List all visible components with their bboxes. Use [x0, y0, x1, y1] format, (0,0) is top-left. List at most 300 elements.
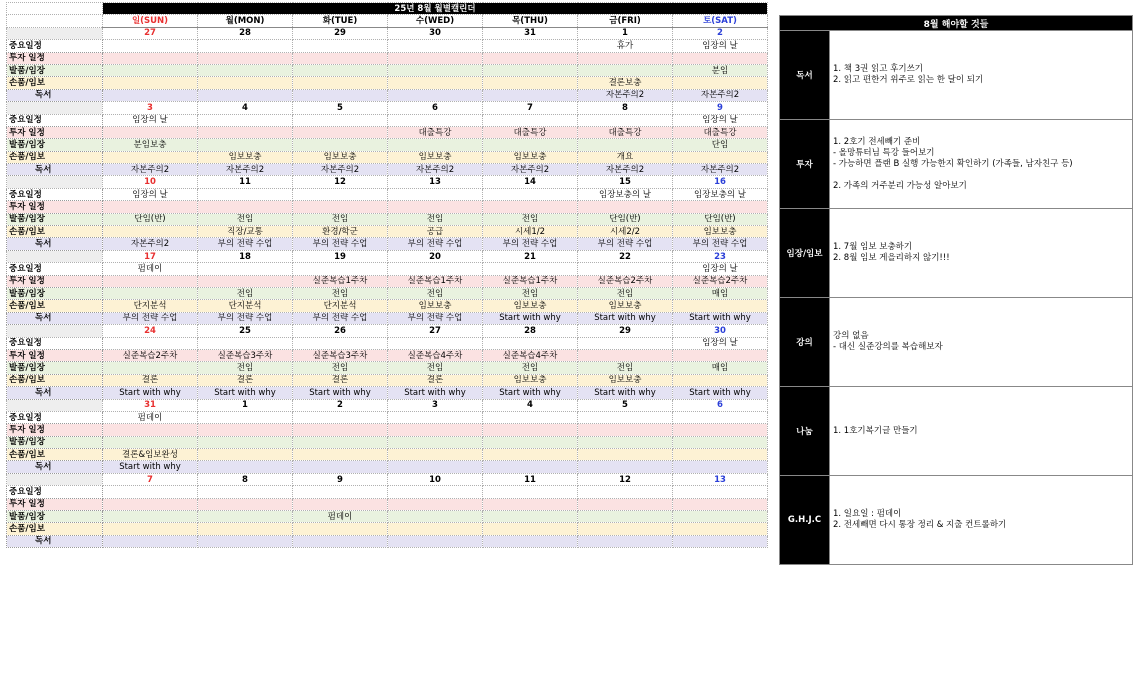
date-number[interactable]: 2: [673, 27, 768, 39]
schedule-cell[interactable]: [673, 77, 768, 89]
schedule-cell[interactable]: [388, 40, 483, 52]
schedule-cell[interactable]: 부의 전략 수업: [388, 312, 483, 324]
schedule-cell[interactable]: 분임보충: [103, 139, 198, 151]
schedule-cell[interactable]: [578, 139, 673, 151]
schedule-cell[interactable]: [578, 114, 673, 126]
schedule-cell[interactable]: 자본주의2: [293, 164, 388, 176]
schedule-cell[interactable]: 전임: [483, 213, 578, 225]
date-number[interactable]: 25: [198, 325, 293, 337]
goal-body[interactable]: [830, 31, 1133, 120]
schedule-cell[interactable]: [198, 263, 293, 275]
schedule-cell[interactable]: Start with why: [673, 387, 768, 399]
schedule-cell[interactable]: 임보보충: [483, 300, 578, 312]
schedule-cell[interactable]: Start with why: [578, 387, 673, 399]
date-number[interactable]: 2: [293, 399, 388, 411]
schedule-cell[interactable]: 임보보충: [388, 151, 483, 163]
schedule-cell[interactable]: [103, 64, 198, 76]
schedule-cell[interactable]: 매임: [673, 287, 768, 299]
schedule-cell[interactable]: [483, 114, 578, 126]
schedule-cell[interactable]: [103, 436, 198, 448]
schedule-cell[interactable]: 부의 전략 수업: [198, 312, 293, 324]
schedule-cell[interactable]: [388, 188, 483, 200]
schedule-cell[interactable]: 실준복습1주차: [293, 275, 388, 287]
date-number[interactable]: 23: [673, 250, 768, 262]
schedule-cell[interactable]: [673, 436, 768, 448]
date-number[interactable]: 12: [293, 176, 388, 188]
schedule-cell[interactable]: 전임: [483, 287, 578, 299]
schedule-cell[interactable]: [388, 424, 483, 436]
date-number[interactable]: 5: [578, 399, 673, 411]
date-number[interactable]: 9: [673, 102, 768, 114]
schedule-cell[interactable]: 임보보충: [578, 374, 673, 386]
schedule-cell[interactable]: 부의 전략 수업: [388, 238, 483, 250]
schedule-cell[interactable]: [103, 535, 198, 547]
schedule-cell[interactable]: [293, 126, 388, 138]
schedule-cell[interactable]: [388, 461, 483, 473]
schedule-cell[interactable]: [293, 52, 388, 64]
date-number[interactable]: 6: [388, 102, 483, 114]
schedule-cell[interactable]: 전임: [578, 362, 673, 374]
schedule-cell[interactable]: [103, 486, 198, 498]
schedule-cell[interactable]: [673, 498, 768, 510]
schedule-cell[interactable]: [388, 201, 483, 213]
schedule-cell[interactable]: [388, 77, 483, 89]
schedule-cell[interactable]: [103, 201, 198, 213]
schedule-cell[interactable]: [198, 411, 293, 423]
schedule-cell[interactable]: [198, 64, 293, 76]
schedule-cell[interactable]: [103, 362, 198, 374]
schedule-cell[interactable]: [483, 263, 578, 275]
schedule-cell[interactable]: 부의 전략 수업: [673, 238, 768, 250]
schedule-cell[interactable]: 전임: [198, 362, 293, 374]
schedule-cell[interactable]: [483, 498, 578, 510]
schedule-cell[interactable]: 부의 전략 수업: [293, 238, 388, 250]
schedule-cell[interactable]: 임장의 날: [673, 337, 768, 349]
schedule-cell[interactable]: [198, 461, 293, 473]
schedule-cell[interactable]: [388, 114, 483, 126]
schedule-cell[interactable]: [103, 275, 198, 287]
date-number[interactable]: 3: [388, 399, 483, 411]
goal-body[interactable]: [830, 298, 1133, 387]
schedule-cell[interactable]: [293, 201, 388, 213]
schedule-cell[interactable]: 전임: [293, 362, 388, 374]
schedule-cell[interactable]: [483, 461, 578, 473]
date-number[interactable]: 18: [198, 250, 293, 262]
schedule-cell[interactable]: [578, 498, 673, 510]
date-number[interactable]: 10: [103, 176, 198, 188]
schedule-cell[interactable]: [198, 139, 293, 151]
schedule-cell[interactable]: 실준복습3주차: [293, 349, 388, 361]
schedule-cell[interactable]: 단임(반): [673, 213, 768, 225]
schedule-cell[interactable]: 펌데이: [103, 263, 198, 275]
schedule-cell[interactable]: 임장의 날: [673, 263, 768, 275]
schedule-cell[interactable]: [198, 486, 293, 498]
schedule-cell[interactable]: [103, 287, 198, 299]
schedule-cell[interactable]: [103, 126, 198, 138]
schedule-cell[interactable]: Start with why: [483, 387, 578, 399]
schedule-cell[interactable]: [578, 449, 673, 461]
schedule-cell[interactable]: [103, 511, 198, 523]
schedule-cell[interactable]: [293, 263, 388, 275]
schedule-cell[interactable]: [673, 486, 768, 498]
schedule-cell[interactable]: [578, 486, 673, 498]
schedule-cell[interactable]: 실준복습2주차: [578, 275, 673, 287]
schedule-cell[interactable]: [483, 201, 578, 213]
schedule-cell[interactable]: 단임(반): [103, 213, 198, 225]
schedule-cell[interactable]: 임보보충: [293, 151, 388, 163]
schedule-cell[interactable]: [388, 337, 483, 349]
date-number[interactable]: 26: [293, 325, 388, 337]
schedule-cell[interactable]: [198, 188, 293, 200]
schedule-cell[interactable]: [388, 263, 483, 275]
schedule-cell[interactable]: 대출특강: [673, 126, 768, 138]
schedule-cell[interactable]: [103, 498, 198, 510]
date-number[interactable]: 30: [388, 27, 483, 39]
date-number[interactable]: 3: [103, 102, 198, 114]
date-number[interactable]: 11: [483, 473, 578, 485]
schedule-cell[interactable]: 임장의 날: [103, 188, 198, 200]
schedule-cell[interactable]: [483, 52, 578, 64]
schedule-cell[interactable]: [483, 436, 578, 448]
schedule-cell[interactable]: 개요: [578, 151, 673, 163]
schedule-cell[interactable]: [483, 411, 578, 423]
schedule-cell[interactable]: [198, 89, 293, 101]
schedule-cell[interactable]: [198, 337, 293, 349]
schedule-cell[interactable]: [103, 40, 198, 52]
schedule-cell[interactable]: 임보보충: [578, 300, 673, 312]
schedule-cell[interactable]: 단지분석: [103, 300, 198, 312]
schedule-cell[interactable]: [198, 436, 293, 448]
schedule-cell[interactable]: 전임: [198, 287, 293, 299]
schedule-cell[interactable]: [293, 77, 388, 89]
schedule-cell[interactable]: [103, 424, 198, 436]
schedule-cell[interactable]: [293, 449, 388, 461]
schedule-cell[interactable]: [198, 126, 293, 138]
schedule-cell[interactable]: 부의 전략 수업: [198, 238, 293, 250]
schedule-cell[interactable]: 부의 전략 수업: [103, 312, 198, 324]
schedule-cell[interactable]: [293, 139, 388, 151]
schedule-cell[interactable]: 단임(반): [578, 213, 673, 225]
schedule-cell[interactable]: 전임: [198, 213, 293, 225]
schedule-cell[interactable]: [293, 535, 388, 547]
schedule-cell[interactable]: [673, 411, 768, 423]
date-number[interactable]: 28: [483, 325, 578, 337]
schedule-cell[interactable]: [388, 52, 483, 64]
schedule-cell[interactable]: 자본주의2: [578, 164, 673, 176]
date-number[interactable]: 27: [388, 325, 483, 337]
schedule-cell[interactable]: [578, 424, 673, 436]
schedule-cell[interactable]: [198, 424, 293, 436]
schedule-cell[interactable]: [388, 486, 483, 498]
schedule-cell[interactable]: 자본주의2: [673, 164, 768, 176]
date-number[interactable]: 8: [198, 473, 293, 485]
schedule-cell[interactable]: 환경/학군: [293, 226, 388, 238]
schedule-cell[interactable]: Start with why: [293, 387, 388, 399]
date-number[interactable]: 20: [388, 250, 483, 262]
schedule-cell[interactable]: [483, 77, 578, 89]
schedule-cell[interactable]: [198, 114, 293, 126]
schedule-cell[interactable]: 결론: [388, 374, 483, 386]
schedule-cell[interactable]: 직장/교통: [198, 226, 293, 238]
schedule-cell[interactable]: 전임: [293, 287, 388, 299]
date-number[interactable]: 24: [103, 325, 198, 337]
schedule-cell[interactable]: [483, 535, 578, 547]
schedule-cell[interactable]: [198, 511, 293, 523]
schedule-cell[interactable]: [198, 52, 293, 64]
schedule-cell[interactable]: [673, 201, 768, 213]
schedule-cell[interactable]: [388, 436, 483, 448]
schedule-cell[interactable]: 임장의 날: [673, 114, 768, 126]
schedule-cell[interactable]: 시세1/2: [483, 226, 578, 238]
schedule-cell[interactable]: [293, 188, 388, 200]
date-number[interactable]: 21: [483, 250, 578, 262]
schedule-cell[interactable]: [198, 535, 293, 547]
date-number[interactable]: 11: [198, 176, 293, 188]
schedule-cell[interactable]: 단임: [673, 139, 768, 151]
goal-body[interactable]: [830, 387, 1133, 476]
date-number[interactable]: 16: [673, 176, 768, 188]
schedule-cell[interactable]: [483, 188, 578, 200]
schedule-cell[interactable]: 실준복습4주차: [483, 349, 578, 361]
schedule-cell[interactable]: [103, 226, 198, 238]
schedule-cell[interactable]: [483, 424, 578, 436]
schedule-cell[interactable]: 자본주의2: [673, 89, 768, 101]
date-number[interactable]: 28: [198, 27, 293, 39]
date-number[interactable]: 1: [198, 399, 293, 411]
schedule-cell[interactable]: 결론&임보완성: [103, 449, 198, 461]
schedule-cell[interactable]: [388, 498, 483, 510]
schedule-cell[interactable]: 결론: [198, 374, 293, 386]
schedule-cell[interactable]: 실준복습1주차: [388, 275, 483, 287]
schedule-cell[interactable]: 전임: [388, 287, 483, 299]
schedule-cell[interactable]: Start with why: [388, 387, 483, 399]
schedule-cell[interactable]: 대출특강: [483, 126, 578, 138]
schedule-cell[interactable]: [578, 337, 673, 349]
date-number[interactable]: 4: [198, 102, 293, 114]
date-number[interactable]: 10: [388, 473, 483, 485]
date-number[interactable]: 4: [483, 399, 578, 411]
schedule-cell[interactable]: [198, 498, 293, 510]
date-number[interactable]: 29: [578, 325, 673, 337]
schedule-cell[interactable]: 실준복습2주차: [103, 349, 198, 361]
schedule-cell[interactable]: 실준복습2주차: [673, 275, 768, 287]
schedule-cell[interactable]: 전임: [388, 362, 483, 374]
date-number[interactable]: 31: [103, 399, 198, 411]
schedule-cell[interactable]: 대출특강: [388, 126, 483, 138]
schedule-cell[interactable]: [293, 461, 388, 473]
schedule-cell[interactable]: [293, 498, 388, 510]
schedule-cell[interactable]: [293, 114, 388, 126]
schedule-cell[interactable]: 단지분석: [198, 300, 293, 312]
schedule-cell[interactable]: [388, 535, 483, 547]
schedule-cell[interactable]: [198, 201, 293, 213]
schedule-cell[interactable]: [483, 449, 578, 461]
schedule-cell[interactable]: 임보보충: [198, 151, 293, 163]
schedule-cell[interactable]: 매임: [673, 362, 768, 374]
schedule-cell[interactable]: [483, 89, 578, 101]
schedule-cell[interactable]: [673, 52, 768, 64]
schedule-cell[interactable]: 임장보충의 날: [673, 188, 768, 200]
schedule-cell[interactable]: [578, 201, 673, 213]
date-number[interactable]: 30: [673, 325, 768, 337]
schedule-cell[interactable]: 자본주의2: [388, 164, 483, 176]
date-number[interactable]: 6: [673, 399, 768, 411]
schedule-cell[interactable]: Start with why: [578, 312, 673, 324]
schedule-cell[interactable]: [388, 411, 483, 423]
schedule-cell[interactable]: [388, 511, 483, 523]
schedule-cell[interactable]: 실준복습3주차: [198, 349, 293, 361]
schedule-cell[interactable]: 단지분석: [293, 300, 388, 312]
schedule-cell[interactable]: [578, 349, 673, 361]
schedule-cell[interactable]: [578, 436, 673, 448]
schedule-cell[interactable]: 임장의 날: [103, 114, 198, 126]
schedule-cell[interactable]: 자본주의2: [483, 164, 578, 176]
schedule-cell[interactable]: [198, 275, 293, 287]
schedule-cell[interactable]: 대출특강: [578, 126, 673, 138]
schedule-cell[interactable]: 임보보충: [673, 226, 768, 238]
date-number[interactable]: 17: [103, 250, 198, 262]
schedule-cell[interactable]: 실준복습4주차: [388, 349, 483, 361]
schedule-cell[interactable]: 부의 전략 수업: [293, 312, 388, 324]
schedule-cell[interactable]: [673, 300, 768, 312]
schedule-cell[interactable]: Start with why: [483, 312, 578, 324]
schedule-cell[interactable]: [483, 139, 578, 151]
schedule-cell[interactable]: 공급: [388, 226, 483, 238]
date-number[interactable]: 9: [293, 473, 388, 485]
schedule-cell[interactable]: 자본주의2: [198, 164, 293, 176]
date-number[interactable]: 31: [483, 27, 578, 39]
schedule-cell[interactable]: [293, 486, 388, 498]
schedule-cell[interactable]: [673, 449, 768, 461]
goal-body[interactable]: [830, 120, 1133, 209]
schedule-cell[interactable]: [388, 89, 483, 101]
date-number[interactable]: 27: [103, 27, 198, 39]
schedule-cell[interactable]: [578, 523, 673, 535]
schedule-cell[interactable]: 펌데이: [103, 411, 198, 423]
schedule-cell[interactable]: 전임: [293, 213, 388, 225]
schedule-cell[interactable]: [103, 523, 198, 535]
date-number[interactable]: 15: [578, 176, 673, 188]
schedule-cell[interactable]: [388, 139, 483, 151]
schedule-cell[interactable]: [578, 263, 673, 275]
goal-body[interactable]: [830, 209, 1133, 298]
schedule-cell[interactable]: [673, 535, 768, 547]
schedule-cell[interactable]: [103, 89, 198, 101]
schedule-cell[interactable]: [673, 424, 768, 436]
schedule-cell[interactable]: 전임: [578, 287, 673, 299]
schedule-cell[interactable]: [578, 52, 673, 64]
schedule-cell[interactable]: [293, 424, 388, 436]
schedule-cell[interactable]: 자본주의2: [578, 89, 673, 101]
schedule-cell[interactable]: [483, 64, 578, 76]
schedule-cell[interactable]: [198, 449, 293, 461]
date-number[interactable]: 7: [483, 102, 578, 114]
schedule-cell[interactable]: [578, 461, 673, 473]
schedule-cell[interactable]: [483, 40, 578, 52]
schedule-cell[interactable]: [578, 511, 673, 523]
schedule-cell[interactable]: 자본주의2: [103, 164, 198, 176]
schedule-cell[interactable]: Start with why: [198, 387, 293, 399]
schedule-cell[interactable]: [103, 77, 198, 89]
schedule-cell[interactable]: 분임: [673, 64, 768, 76]
schedule-cell[interactable]: [388, 523, 483, 535]
schedule-cell[interactable]: 실준복습1주차: [483, 275, 578, 287]
schedule-cell[interactable]: 결론보충: [578, 77, 673, 89]
schedule-cell[interactable]: [293, 411, 388, 423]
schedule-cell[interactable]: [483, 523, 578, 535]
schedule-cell[interactable]: 휴가: [578, 40, 673, 52]
schedule-cell[interactable]: [673, 461, 768, 473]
date-number[interactable]: 13: [388, 176, 483, 188]
schedule-cell[interactable]: [293, 64, 388, 76]
schedule-cell[interactable]: 전임: [388, 213, 483, 225]
schedule-cell[interactable]: [388, 64, 483, 76]
schedule-cell[interactable]: 결론: [103, 374, 198, 386]
schedule-cell[interactable]: [673, 511, 768, 523]
schedule-cell[interactable]: [673, 523, 768, 535]
schedule-cell[interactable]: 부의 전략 수업: [578, 238, 673, 250]
date-number[interactable]: 14: [483, 176, 578, 188]
schedule-cell[interactable]: [293, 89, 388, 101]
schedule-cell[interactable]: [388, 449, 483, 461]
schedule-cell[interactable]: [103, 151, 198, 163]
schedule-cell[interactable]: [293, 40, 388, 52]
schedule-cell[interactable]: [578, 64, 673, 76]
date-number[interactable]: 1: [578, 27, 673, 39]
date-number[interactable]: 13: [673, 473, 768, 485]
schedule-cell[interactable]: 전임: [483, 362, 578, 374]
schedule-cell[interactable]: [293, 523, 388, 535]
schedule-cell[interactable]: [483, 337, 578, 349]
schedule-cell[interactable]: 임보보충: [388, 300, 483, 312]
schedule-cell[interactable]: Start with why: [103, 387, 198, 399]
goal-body[interactable]: [830, 476, 1133, 565]
schedule-cell[interactable]: 임보보충: [483, 374, 578, 386]
schedule-cell[interactable]: [103, 52, 198, 64]
date-number[interactable]: 7: [103, 473, 198, 485]
schedule-cell[interactable]: [673, 349, 768, 361]
schedule-cell[interactable]: Start with why: [673, 312, 768, 324]
schedule-cell[interactable]: [198, 77, 293, 89]
schedule-cell[interactable]: [198, 523, 293, 535]
schedule-cell[interactable]: 임보보충: [483, 151, 578, 163]
schedule-cell[interactable]: [673, 374, 768, 386]
schedule-cell[interactable]: [578, 411, 673, 423]
schedule-cell[interactable]: 임장의 날: [673, 40, 768, 52]
schedule-cell[interactable]: [673, 151, 768, 163]
date-number[interactable]: 8: [578, 102, 673, 114]
schedule-cell[interactable]: 임장보충의 날: [578, 188, 673, 200]
date-number[interactable]: 5: [293, 102, 388, 114]
schedule-cell[interactable]: [293, 337, 388, 349]
schedule-cell[interactable]: [103, 337, 198, 349]
schedule-cell[interactable]: Start with why: [103, 461, 198, 473]
date-number[interactable]: 22: [578, 250, 673, 262]
schedule-cell[interactable]: [483, 486, 578, 498]
schedule-cell[interactable]: 결론: [293, 374, 388, 386]
schedule-cell[interactable]: [483, 511, 578, 523]
schedule-cell[interactable]: 부의 전략 수업: [483, 238, 578, 250]
date-number[interactable]: 29: [293, 27, 388, 39]
schedule-cell[interactable]: [578, 535, 673, 547]
schedule-cell[interactable]: 시세2/2: [578, 226, 673, 238]
schedule-cell[interactable]: 펌데이: [293, 511, 388, 523]
schedule-cell[interactable]: [198, 40, 293, 52]
schedule-cell[interactable]: [293, 436, 388, 448]
schedule-cell[interactable]: 자본주의2: [103, 238, 198, 250]
date-number[interactable]: 12: [578, 473, 673, 485]
date-number[interactable]: 19: [293, 250, 388, 262]
